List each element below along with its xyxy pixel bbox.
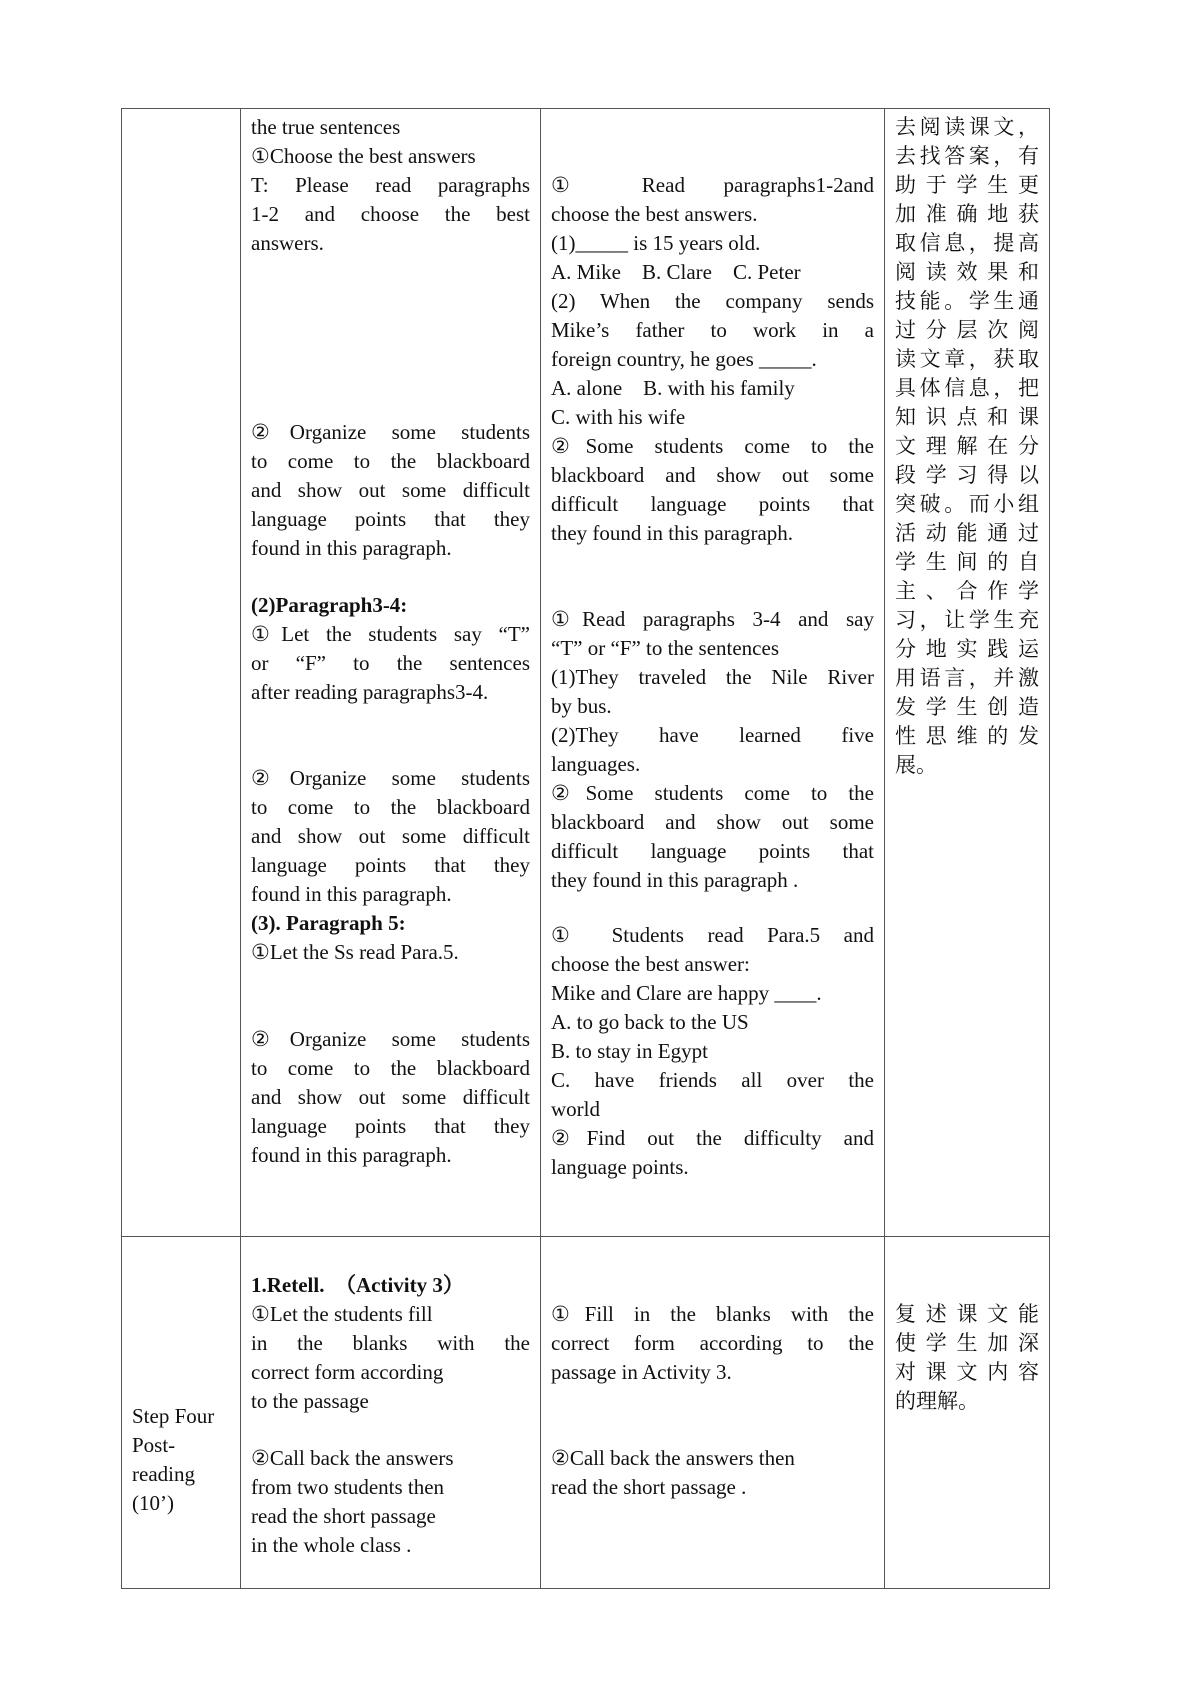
text-line: language points that they [251, 853, 530, 877]
section-heading: 1.Retell. （Activity 3） [251, 1273, 464, 1297]
text-line: they found in this paragraph. [551, 521, 794, 545]
text-line: correct form according [251, 1360, 444, 1384]
text-line: and show out some difficult [251, 478, 530, 502]
text-line: 读文章，获取 [895, 347, 1039, 371]
step-label: Post- [132, 1433, 176, 1457]
text-line: 具体信息，把 [895, 376, 1039, 400]
text-line: correct form according to the [551, 1331, 874, 1355]
text-line: ①Let the students fill [251, 1302, 433, 1326]
text-line: and show out some difficult [251, 1085, 530, 1109]
text-line: 发学生创造 [895, 695, 1039, 719]
student-activity-cell [541, 109, 885, 1237]
text-line: to the passage [251, 1389, 369, 1413]
text-line: Mike and Clare are happy ____. [551, 981, 822, 1005]
text-line: ②Organize some students [251, 766, 530, 790]
text-line: blackboard and show out some [551, 810, 874, 834]
teacher-activity-cell [241, 109, 541, 1237]
text-line: 技能。学生通 [895, 289, 1039, 313]
text-line: B. to stay in Egypt [551, 1039, 708, 1063]
text-line: passage in Activity 3. [551, 1360, 732, 1384]
text-line: A. alone B. with his family [551, 376, 795, 400]
text-line: or “F” to the sentences [251, 651, 530, 675]
section-heading: (3). Paragraph 5: [251, 911, 406, 935]
text-line: ①Read paragraphs 3-4 and say [551, 607, 874, 631]
text-line: ①Fill in the blanks with the [551, 1302, 874, 1326]
text-line: 学生间的自 [895, 550, 1039, 574]
text-line: language points that they [251, 1114, 530, 1138]
text-line: difficult language points that [551, 839, 874, 863]
text-line: the true sentences [251, 115, 401, 139]
step-label: Step Four [132, 1404, 215, 1428]
text-line: 展。 [895, 753, 937, 777]
text-line: 分地实践运 [895, 637, 1039, 661]
text-line: (1)They traveled the Nile River [551, 665, 874, 689]
text-line: languages. [551, 752, 641, 776]
text-line: 复述课文能 [895, 1302, 1039, 1326]
text-line: 活动能通过 [895, 521, 1039, 545]
section-heading: (2)Paragraph3-4: [251, 593, 408, 617]
text-line: 文理解在分 [895, 434, 1039, 458]
text-line: read the short passage . [551, 1475, 747, 1499]
table-row [122, 109, 1050, 1237]
text-line: difficult language points that [551, 492, 874, 516]
text-line: to come to the blackboard [251, 795, 530, 819]
text-line: 知识点和课 [895, 405, 1039, 429]
step-cell [122, 1237, 241, 1589]
text-line: found in this paragraph. [251, 536, 452, 560]
text-line: in the blanks with the [251, 1331, 530, 1355]
text-line: ②Some students come to the [551, 781, 874, 805]
text-line: ②Organize some students [251, 420, 530, 444]
text-line: ①Let the students say “T” [251, 622, 530, 646]
text-line: 用语言，并激 [895, 666, 1039, 690]
text-line: from two students then [251, 1475, 445, 1499]
text-line: they found in this paragraph . [551, 868, 799, 892]
text-line: foreign country, he goes _____. [551, 347, 817, 371]
text-line: 性思维的发 [895, 724, 1039, 748]
lesson-plan-table [121, 108, 1050, 1589]
text-line: ① Students read Para.5 and [551, 923, 874, 947]
text-line: blackboard and show out some [551, 463, 874, 487]
text-line: after reading paragraphs3-4. [251, 680, 489, 704]
text-line: 主、合作学 [895, 579, 1039, 603]
text-line: C. with his wife [551, 405, 686, 429]
student-activity-cell [541, 1237, 885, 1589]
text-line: found in this paragraph. [251, 1143, 452, 1167]
text-line: “T” or “F” to the sentences [551, 636, 779, 660]
text-line: choose the best answer: [551, 952, 750, 976]
text-line: Mike’s father to work in a [551, 318, 874, 342]
text-line: ②Find out the difficulty and [551, 1126, 874, 1150]
text-line: language points that they [251, 507, 530, 531]
text-line: 过分层次阅 [895, 318, 1039, 342]
purpose-cell [885, 109, 1050, 1237]
text-line: to come to the blackboard [251, 449, 530, 473]
text-line: answers. [251, 231, 324, 255]
text-line: 对课文内容 [895, 1360, 1039, 1384]
text-line: 阅读效果和 [895, 260, 1039, 284]
text-line: A. to go back to the US [551, 1010, 749, 1034]
text-line: ①Choose the best answers [251, 144, 476, 168]
text-line: ②Call back the answers [251, 1446, 454, 1470]
text-line: choose the best answers. [551, 202, 758, 226]
text-line: and show out some difficult [251, 824, 530, 848]
step-label: reading [132, 1462, 195, 1486]
text-line: ②Call back the answers then [551, 1446, 795, 1470]
text-line: A. Mike B. Clare C. Peter [551, 260, 801, 284]
text-line: by bus. [551, 694, 612, 718]
text-line: in the whole class . [251, 1533, 412, 1557]
step-label: (10’) [132, 1491, 174, 1515]
text-line: ① Read paragraphs1-2and [551, 173, 874, 197]
text-line: 突破。而小组 [895, 492, 1039, 516]
step-cell-empty [122, 109, 241, 1237]
text-line: (2) When the company sends [551, 289, 874, 313]
text-line: 1-2 and choose the best [251, 202, 530, 226]
text-line: ②Some students come to the [551, 434, 874, 458]
text-line: (2)They have learned five [551, 723, 874, 747]
text-line: 去阅读课文， [895, 115, 1039, 139]
text-line: 使学生加深 [895, 1331, 1039, 1355]
text-line: found in this paragraph. [251, 882, 452, 906]
text-line: 去找答案，有 [895, 144, 1039, 168]
text-line: 取信息，提高 [895, 231, 1039, 255]
text-line: ②Organize some students [251, 1027, 530, 1051]
text-line: 习，让学生充 [895, 608, 1039, 632]
text-line: language points. [551, 1155, 689, 1179]
text-line: 加准确地获 [895, 202, 1039, 226]
purpose-cell [885, 1237, 1050, 1589]
text-line: (1)_____ is 15 years old. [551, 231, 761, 255]
text-line: 助于学生更 [895, 173, 1039, 197]
table-row [122, 1237, 1050, 1589]
text-line: 段学习得以 [895, 463, 1039, 487]
text-line: read the short passage [251, 1504, 436, 1528]
text-line: C. have friends all over the [551, 1068, 874, 1092]
text-line: ①Let the Ss read Para.5. [251, 940, 459, 964]
text-line: to come to the blackboard [251, 1056, 530, 1080]
text-line: T: Please read paragraphs [251, 173, 530, 197]
text-line: 的理解。 [895, 1389, 979, 1413]
text-line: world [551, 1097, 600, 1121]
teacher-activity-cell [241, 1237, 541, 1589]
